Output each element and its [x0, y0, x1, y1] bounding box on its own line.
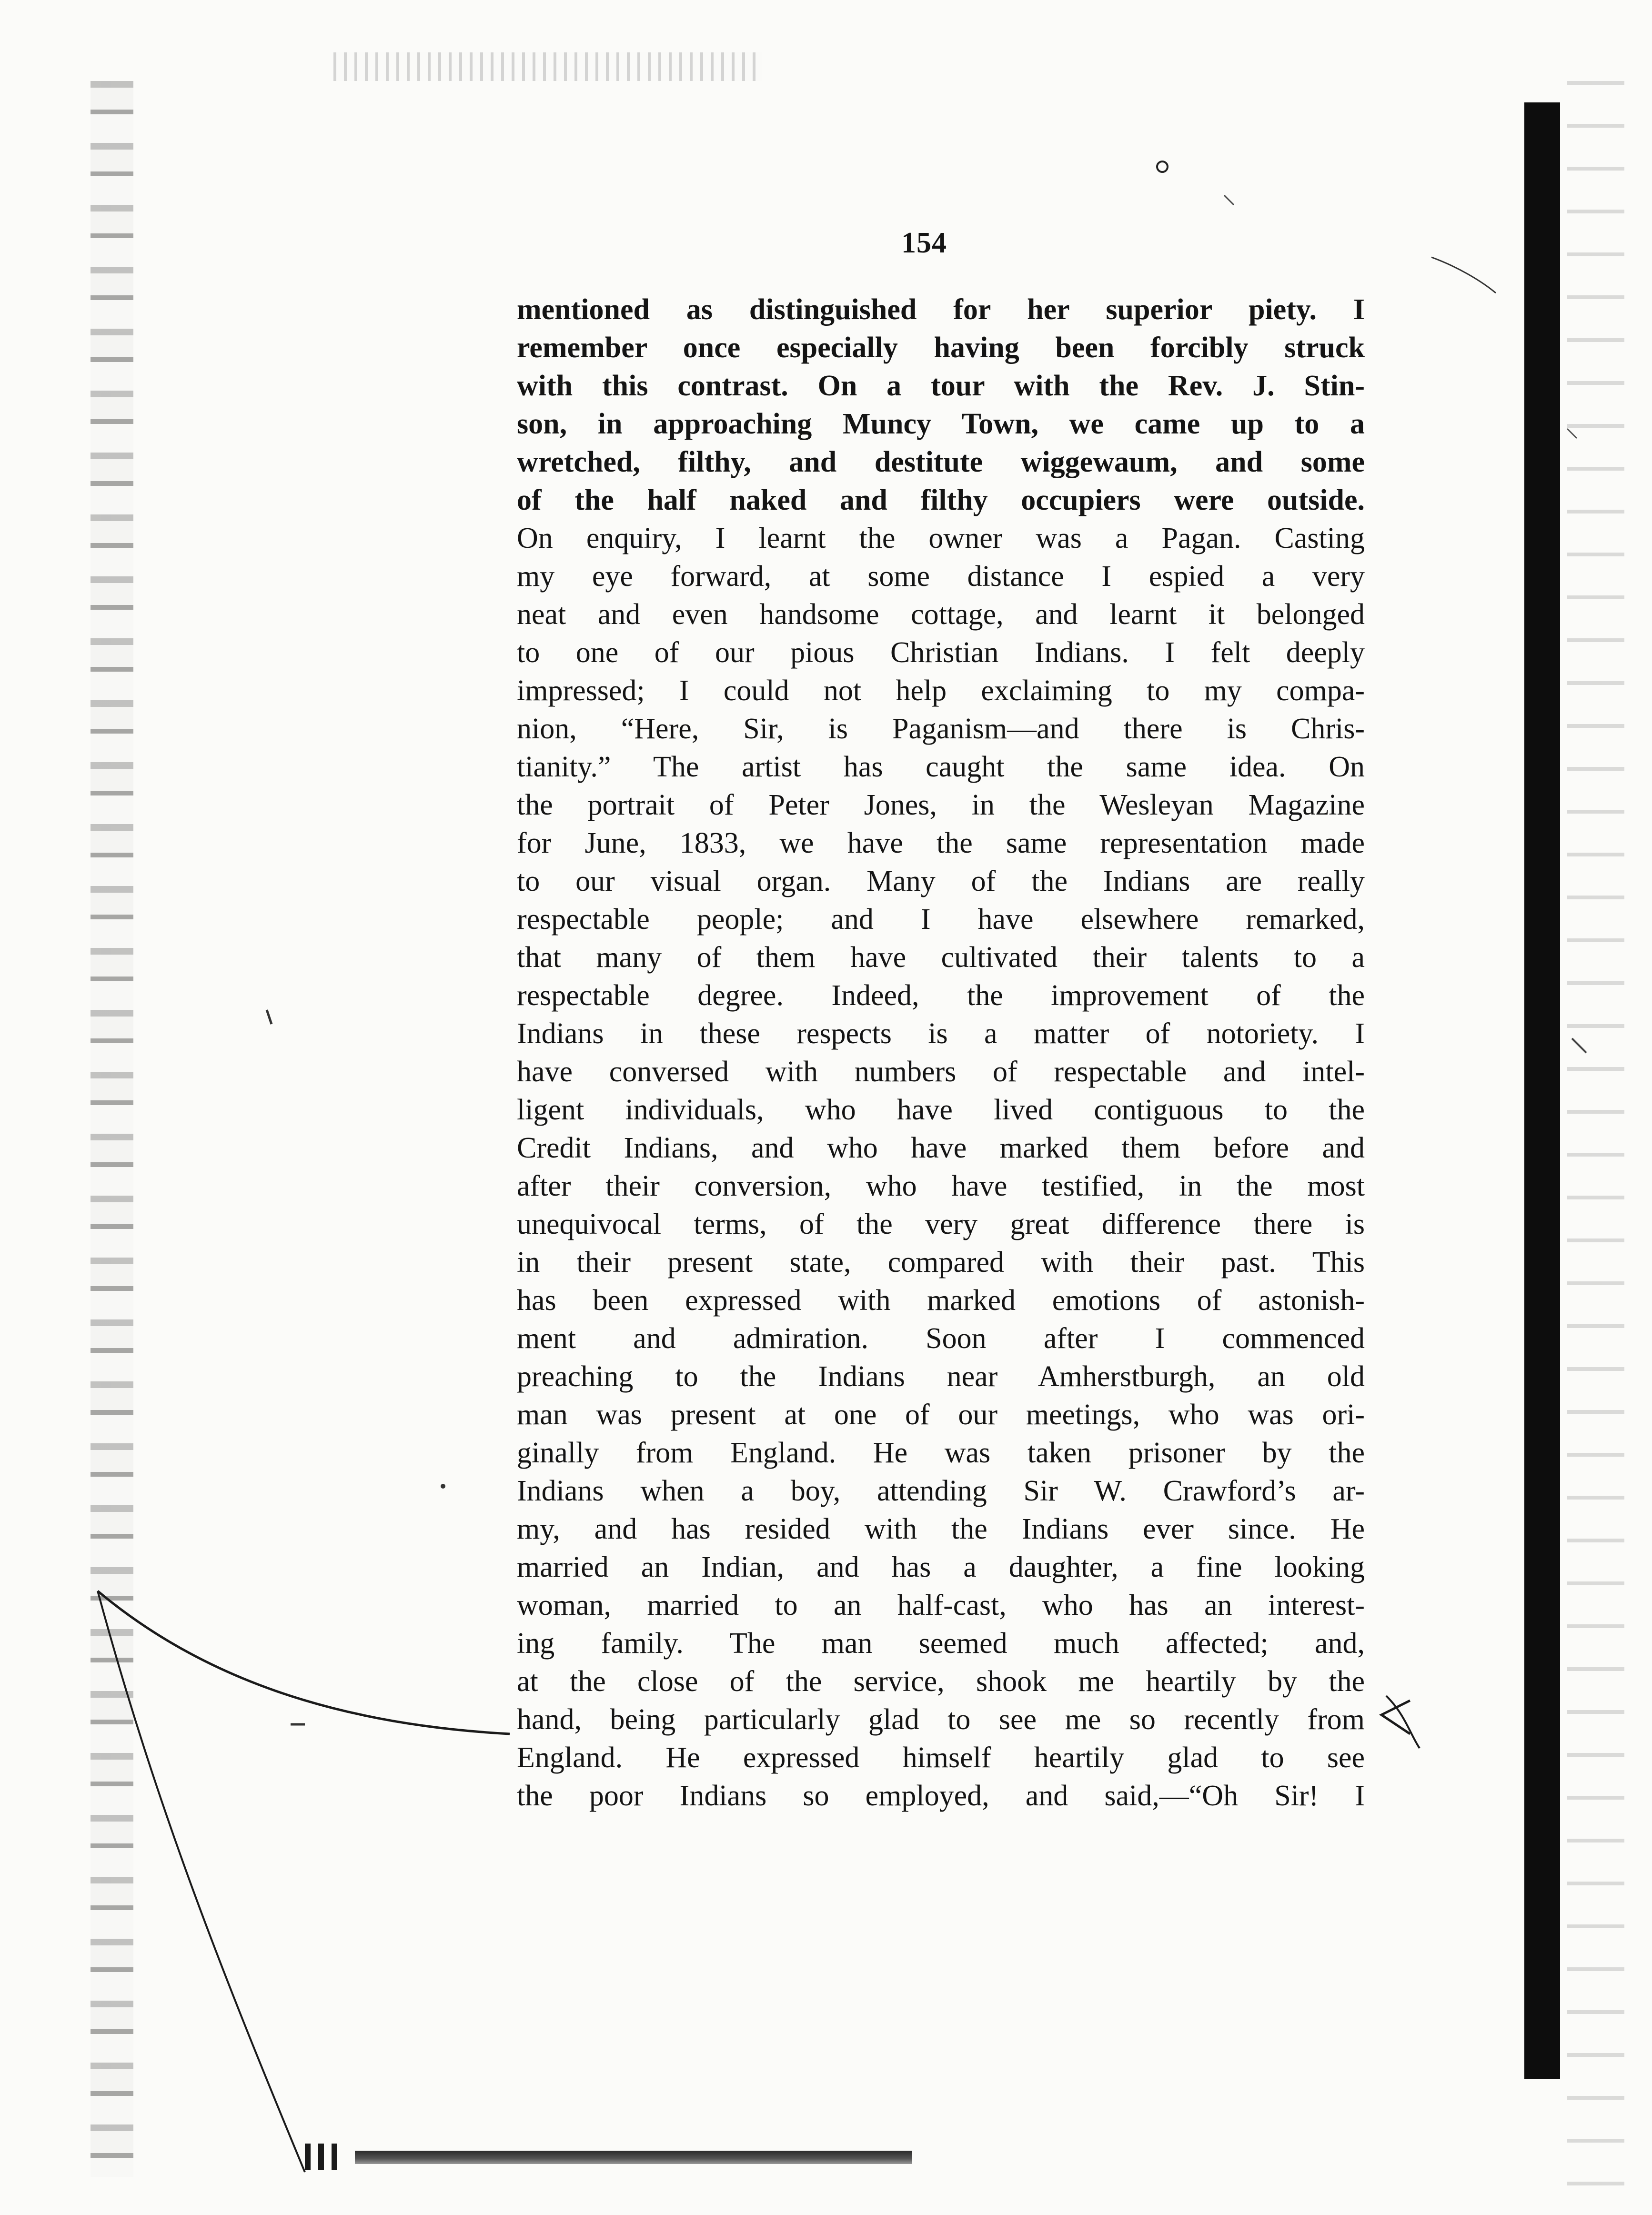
text-line: my eye forward, at some distance I espied a very [517, 560, 1365, 593]
text-line: man was present at one of our meetings, who was ori- [517, 1399, 1365, 1431]
text-line: son, in approaching Muncy Town, we came up to a [517, 408, 1365, 440]
text-line: England. He expressed himself heartily glad to see [517, 1742, 1365, 1774]
text-line: the portrait of Peter Jones, in the Wesleyan Magazine [517, 789, 1365, 821]
text-line: to our visual organ. Many of the Indians are really [517, 865, 1365, 897]
page-number: 154 [901, 227, 947, 259]
scan-right-edge-artifact [1567, 81, 1624, 2201]
text-line: preaching to the Indians near Amherstburgh, an old [517, 1360, 1365, 1393]
text-line: unequivocal terms, of the very great difference there is [517, 1208, 1365, 1240]
text-line: hand, being particularly glad to see me so recently from [517, 1703, 1365, 1736]
text-line: ginally from England. He was taken prisoner by the [517, 1437, 1365, 1469]
text-line: Indians in these respects is a matter of notoriety. I [517, 1017, 1365, 1050]
scan-left-edge-artifact [91, 81, 133, 2177]
text-line: respectable degree. Indeed, the improvement of the [517, 979, 1365, 1012]
text-line: neat and even handsome cottage, and learnt it belonged [517, 598, 1365, 631]
scan-bottom-marks [305, 2144, 343, 2170]
scan-bottom-bar [355, 2151, 912, 2164]
text-line: at the close of the service, shook me heartily by the [517, 1665, 1365, 1698]
text-line: to one of our pious Christian Indians. I felt deeply [517, 636, 1365, 669]
text-line: for June, 1833, we have the same representation made [517, 827, 1365, 859]
text-line: of the half naked and filthy occupiers were outside. [517, 484, 1365, 516]
scan-top-edge-artifact [333, 52, 762, 81]
text-line: in their present state, compared with their past. This [517, 1246, 1365, 1279]
text-line: Credit Indians, and who have marked them before and [517, 1132, 1365, 1164]
text-line: has been expressed with marked emotions of astonish- [517, 1284, 1365, 1317]
text-line: the poor Indians so employed, and said,—“Oh Sir! I [517, 1780, 1365, 1812]
text-line: On enquiry, I learnt the owner was a Pagan. Casting [517, 522, 1365, 554]
text-line: have conversed with numbers of respectable and intel- [517, 1056, 1365, 1088]
text-line: Indians when a boy, attending Sir W. Crawford’s ar- [517, 1475, 1365, 1507]
text-line: ligent individuals, who have lived contiguous to the [517, 1094, 1365, 1126]
text-line: that many of them have cultivated their talents to a [517, 941, 1365, 974]
text-line: ing family. The man seemed much affected; and, [517, 1627, 1365, 1660]
text-line: ment and admiration. Soon after I commenced [517, 1322, 1365, 1355]
text-line: married an Indian, and has a daughter, a fine looking [517, 1551, 1365, 1583]
text-line: nion, “Here, Sir, is Paganism—and there is Chris- [517, 713, 1365, 745]
scan-right-black-bar [1524, 102, 1560, 2079]
body-text [517, 291, 1365, 1815]
text-line: tianity.” The artist has caught the same idea. On [517, 751, 1365, 783]
text-line: respectable people; and I have elsewhere remarked, [517, 903, 1365, 936]
text-line: remember once especially having been forcibly struck [517, 332, 1365, 364]
text-line: with this contrast. On a tour with the Rev. J. Stin- [517, 370, 1365, 402]
text-line: woman, married to an half-cast, who has an interest- [517, 1589, 1365, 1621]
text-line: mentioned as distinguished for her superior piety. I [517, 293, 1365, 326]
text-line: after their conversion, who have testified, in the most [517, 1170, 1365, 1202]
text-line: impressed; I could not help exclaiming to my compa- [517, 675, 1365, 707]
text-line: my, and has resided with the Indians ever since. He [517, 1513, 1365, 1545]
text-line: wretched, filthy, and destitute wiggewaum, and some [517, 446, 1365, 478]
